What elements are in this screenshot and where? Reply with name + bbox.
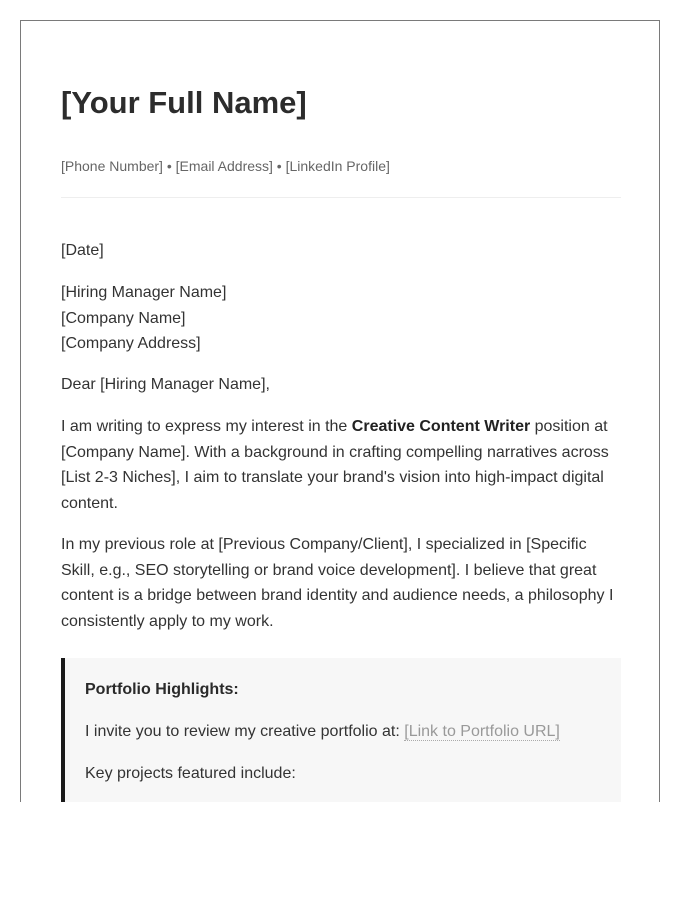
cover-letter-page (20, 20, 660, 802)
intro-paragraph (61, 414, 621, 516)
recipient-hiring-manager: [Hiring Manager Name] (61, 284, 227, 301)
portfolio-invite (85, 723, 560, 741)
portfolio-link[interactable]: [Link to Portfolio URL] (404, 723, 560, 740)
recipient-block (61, 280, 621, 357)
phone-number: [Phone Number] (61, 158, 163, 174)
intro-text-start: I am writing to express my interest in the (61, 418, 352, 435)
contact-separator: • (272, 158, 286, 174)
recipient-company-address: [Company Address] (61, 335, 201, 352)
portfolio-title: Portfolio Highlights: (85, 681, 239, 698)
contact-line (61, 158, 390, 174)
experience-paragraph: In my previous role at [Previous Company/Client], I specialized in [Specific Skill, e.g., SEO storytelling or brand voice development]. I believe that great content is a bridge between brand identity and audience needs, a philosophy I consistently apply to my work. (61, 536, 614, 630)
salutation: Dear [Hiring Manager Name], (61, 376, 270, 393)
portfolio-invite-text: I invite you to review my creative portfolio at: (85, 723, 405, 740)
letter-date: [Date] (61, 242, 104, 259)
linkedin-profile: [LinkedIn Profile] (285, 158, 390, 174)
contact-separator: • (162, 158, 176, 174)
intro-text-end: position at [Company Name]. With a background in crafting compelling narratives across [List 2-3 Niches], I aim to translate your brand's vision into high-impact digital content. (61, 418, 609, 512)
header-divider (61, 197, 621, 198)
applicant-name: [Your Full Name] (61, 85, 307, 120)
email-address: [Email Address] (175, 158, 273, 174)
position-title: Creative Content Writer (351, 418, 531, 435)
recipient-company-name: [Company Name] (61, 309, 186, 327)
portfolio-highlights-box (61, 658, 621, 802)
projects-intro: Key projects featured include: (85, 765, 296, 782)
